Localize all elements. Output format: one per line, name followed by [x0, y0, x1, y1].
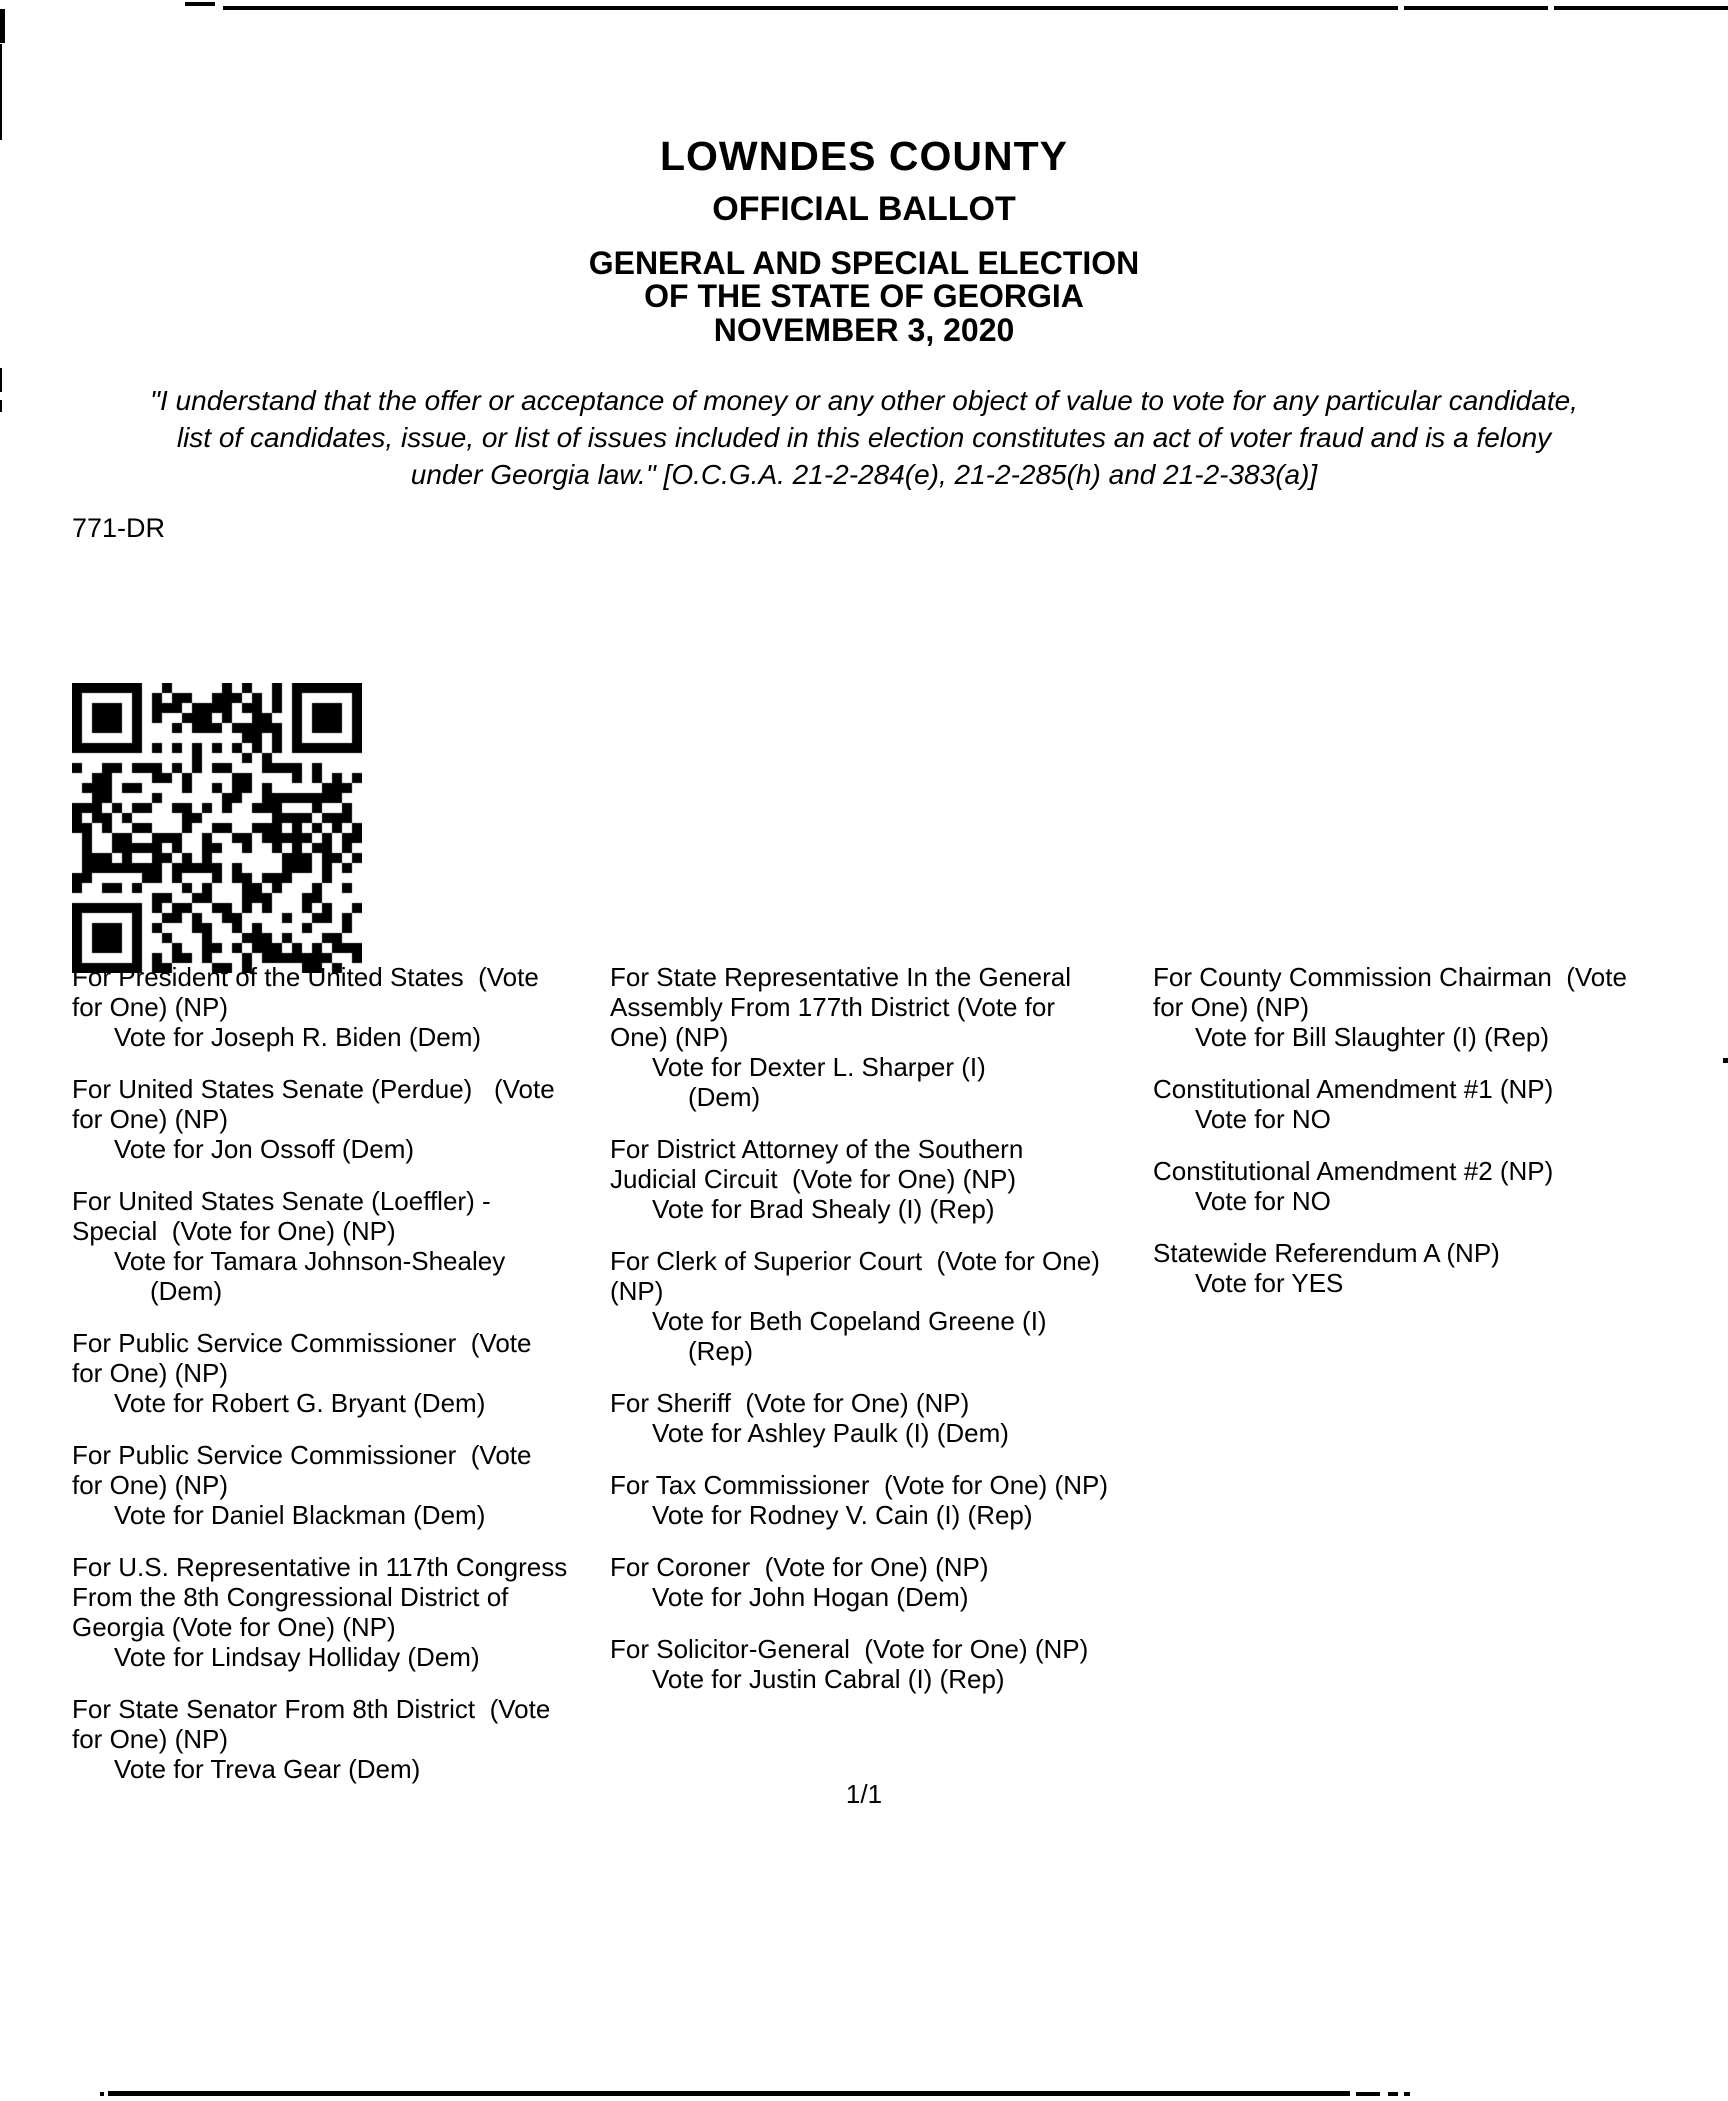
scan-bottom-dash-3	[1404, 2092, 1410, 2096]
election-date: NOVEMBER 3, 2020	[713, 312, 1015, 348]
contest	[72, 1074, 595, 1164]
vote-selection-line: Vote for Dexter L. Sharper (I)	[652, 1052, 986, 1082]
vote-selection-line: Vote for Treva Gear (Dem)	[114, 1754, 421, 1784]
ballot-style-code: 771-DR	[72, 513, 166, 543]
qr-code	[72, 683, 362, 973]
contest	[610, 1470, 1138, 1530]
vote-selection-line: Vote for Beth Copeland Greene (I)	[652, 1306, 1047, 1336]
vote-selection-line: Vote for Tamara Johnson-Shealey	[114, 1246, 506, 1276]
ballot-column-2	[610, 962, 1138, 1806]
page-number: 1/1	[845, 1779, 883, 1809]
contest-columns	[72, 962, 1698, 1806]
voter-fraud-warning-line-3: under Georgia law." [O.C.G.A. 21-2-284(e), 21-2-285(h) and 21-2-383(a)]	[410, 459, 1318, 490]
contest-title-line: For United States Senate (Perdue) (Vote	[72, 1074, 555, 1104]
contest	[610, 962, 1138, 1112]
contest-title-line: For President of the United States (Vote	[72, 962, 539, 992]
contest-title-line: for One) (NP)	[1153, 992, 1310, 1022]
contest-title-line: For Clerk of Superior Court (Vote for One)	[610, 1246, 1100, 1276]
ballot-column-3	[1153, 962, 1698, 1806]
contest-title-line: For State Representative In the General	[610, 962, 1072, 992]
vote-selection-line: Vote for Joseph R. Biden (Dem)	[114, 1022, 482, 1052]
contest-title-line: For District Attorney of the Southern	[610, 1134, 1024, 1164]
vote-selection-line: (Rep)	[688, 1336, 754, 1366]
vote-selection-line: Vote for NO	[1195, 1186, 1331, 1216]
contest	[72, 1552, 595, 1672]
ballot-column-1	[72, 962, 595, 1806]
contest	[1153, 962, 1698, 1052]
contest	[72, 962, 595, 1052]
contest-title-line: Georgia (Vote for One) (NP)	[72, 1612, 396, 1642]
vote-selection-line: Vote for Brad Shealy (I) (Rep)	[652, 1194, 995, 1224]
contest	[610, 1388, 1138, 1448]
contest-title-line: For State Senator From 8th District (Vote	[72, 1694, 551, 1724]
election-title-line-2: OF THE STATE OF GEORGIA	[644, 278, 1084, 314]
vote-selection-line: (Dem)	[688, 1082, 761, 1112]
contest-title-line: For Coroner (Vote for One) (NP)	[610, 1552, 989, 1582]
contest	[1153, 1156, 1698, 1216]
contest	[72, 1328, 595, 1418]
contest-title-line: for One) (NP)	[72, 992, 229, 1022]
vote-selection-line: Vote for Justin Cabral (I) (Rep)	[652, 1664, 1005, 1694]
vote-selection-line: Vote for Ashley Paulk (I) (Dem)	[652, 1418, 1009, 1448]
contest-title-line: From the 8th Congressional District of	[72, 1582, 509, 1612]
contest-title-line: For County Commission Chairman (Vote	[1153, 962, 1627, 992]
scan-right-tick	[1723, 1058, 1728, 1063]
vote-selection-line: Vote for NO	[1195, 1104, 1331, 1134]
vote-selection-line: Vote for Daniel Blackman (Dem)	[114, 1500, 486, 1530]
contest-title-line: for One) (NP)	[72, 1470, 229, 1500]
scan-bottom-dash-1	[1356, 2092, 1380, 2096]
contest-title-line: For U.S. Representative in 117th Congress	[72, 1552, 568, 1582]
scan-left-line	[0, 44, 2, 140]
scan-bottom-rule	[108, 2091, 1350, 2096]
contest	[1153, 1074, 1698, 1134]
vote-selection-line: Vote for Robert G. Bryant (Dem)	[114, 1388, 486, 1418]
scan-left-bar	[0, 9, 5, 43]
scan-top-rule-3	[1554, 6, 1728, 10]
contest-title-line: Constitutional Amendment #1 (NP)	[1153, 1074, 1554, 1104]
contest-title-line: Constitutional Amendment #2 (NP)	[1153, 1156, 1554, 1186]
scan-bottom-dash-2	[1388, 2092, 1398, 2096]
contest	[610, 1134, 1138, 1224]
contest-title-line: For Solicitor-General (Vote for One) (NP)	[610, 1634, 1089, 1664]
vote-selection-line: Vote for Bill Slaughter (I) (Rep)	[1195, 1022, 1550, 1052]
scan-top-rule-2	[1404, 6, 1548, 10]
contest	[72, 1694, 595, 1784]
scan-top-rule-dash	[185, 2, 215, 6]
contest	[72, 1440, 595, 1530]
contest-title-line: Special (Vote for One) (NP)	[72, 1216, 396, 1246]
contest	[1153, 1238, 1698, 1298]
voter-fraud-warning	[0, 382, 1728, 493]
scan-top-rule	[223, 6, 1398, 10]
ballot-type-title: OFFICIAL BALLOT	[712, 190, 1016, 228]
contest-title-line: for One) (NP)	[72, 1724, 229, 1754]
contest	[610, 1634, 1138, 1694]
vote-selection-line: (Dem)	[150, 1276, 223, 1306]
election-title-line-1: GENERAL AND SPECIAL ELECTION	[588, 245, 1140, 281]
voter-fraud-warning-line-2: list of candidates, issue, or list of issues included in this election constitutes an act of voter fraud and is a felony	[176, 422, 1552, 453]
contest-title-line: for One) (NP)	[72, 1104, 229, 1134]
contest	[610, 1246, 1138, 1366]
contest-title-line: For Public Service Commissioner (Vote	[72, 1440, 532, 1470]
contest	[72, 1186, 595, 1306]
voter-fraud-warning-line-1: "I understand that the offer or acceptance of money or any other object of value to vote for any particular candidate,	[150, 385, 1578, 416]
vote-selection-line: Vote for Jon Ossoff (Dem)	[114, 1134, 415, 1164]
vote-selection-line: Vote for Rodney V. Cain (I) (Rep)	[652, 1500, 1033, 1530]
contest-title-line: For Sheriff (Vote for One) (NP)	[610, 1388, 970, 1418]
vote-selection-line: Vote for YES	[1195, 1268, 1344, 1298]
vote-selection-line: Vote for Lindsay Holliday (Dem)	[114, 1642, 480, 1672]
contest-title-line: (NP)	[610, 1276, 664, 1306]
contest-title-line: For United States Senate (Loeffler) -	[72, 1186, 491, 1216]
contest	[610, 1552, 1138, 1612]
contest-title-line: One) (NP)	[610, 1022, 729, 1052]
contest-title-line: Statewide Referendum A (NP)	[1153, 1238, 1500, 1268]
vote-selection-line: Vote for John Hogan (Dem)	[652, 1582, 969, 1612]
contest-title-line: Judicial Circuit (Vote for One) (NP)	[610, 1164, 1017, 1194]
contest-title-line: for One) (NP)	[72, 1358, 229, 1388]
contest-title-line: For Tax Commissioner (Vote for One) (NP)	[610, 1470, 1108, 1500]
scan-bottom-dot-1	[100, 2092, 104, 2096]
contest-title-line: Assembly From 177th District (Vote for	[610, 992, 1056, 1022]
county-title: LOWNDES COUNTY	[659, 133, 1069, 179]
contest-title-line: For Public Service Commissioner (Vote	[72, 1328, 532, 1358]
